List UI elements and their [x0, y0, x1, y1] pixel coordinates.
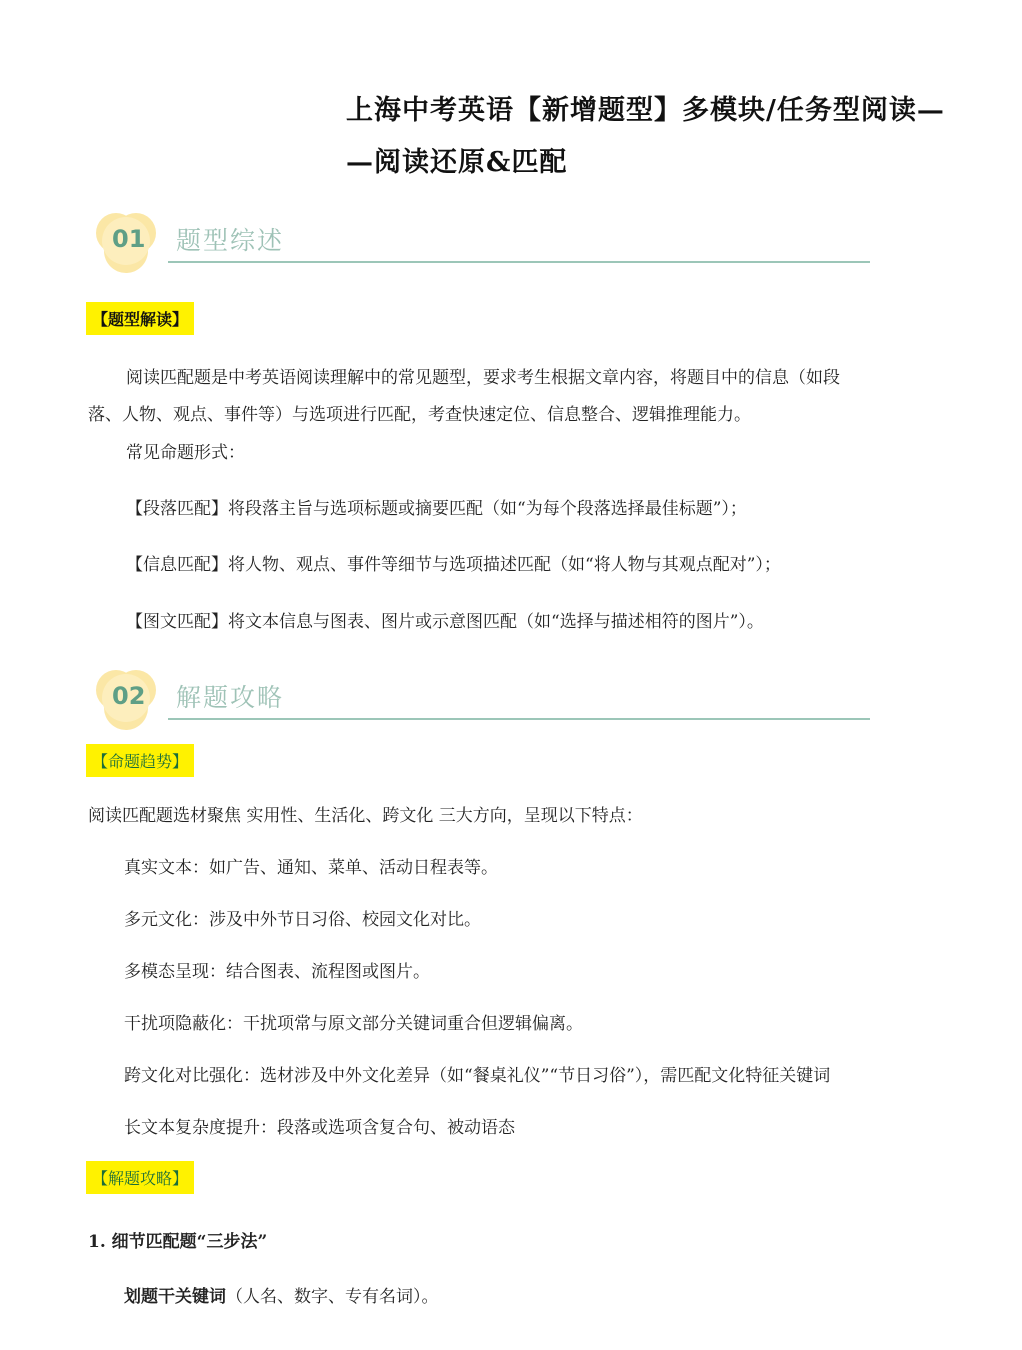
- intro-paragraph-line-1: 阅读匹配题是中考英语阅读理解中的常见题型，要求考生根据文章内容，将题目中的信息（如段: [126, 368, 840, 388]
- section-divider: [168, 718, 870, 720]
- form-item: 【信息匹配】将人物、观点、事件等细节与选项描述匹配（如“将人物与其观点配对”）；: [126, 555, 781, 575]
- tag-question-type: 【题型解读】: [86, 302, 194, 335]
- trend-item: 干扰项隐蔽化：干扰项常与原文部分关键词重合但逻辑偏离。: [124, 1014, 583, 1034]
- step-item: [124, 1282, 439, 1307]
- document-title-line-2: —阅读还原&匹配: [346, 147, 568, 178]
- section-number: 01: [112, 225, 146, 253]
- section-number: 02: [112, 682, 146, 710]
- trend-item: 多模态呈现：结合图表、流程图或图片。: [124, 962, 430, 982]
- section-header-strategy: [90, 662, 880, 742]
- section-divider: [168, 261, 870, 263]
- step-keyword: 划题干关键词: [124, 1287, 226, 1307]
- section-header-overview: [90, 205, 880, 285]
- tag-strategy: 【解题攻略】: [86, 1161, 194, 1194]
- step-detail: （人名、数字、专有名词）。: [226, 1287, 439, 1307]
- trend-item: 多元文化：涉及中外节日习俗、校园文化对比。: [124, 910, 481, 930]
- forms-label: 常见命题形式：: [126, 443, 245, 463]
- intro-paragraph-line-2: 落、人物、观点、事件等）与选项进行匹配，考查快速定位、信息整合、逻辑推理能力。: [88, 405, 751, 425]
- section-title: 题型综述: [176, 226, 285, 255]
- trend-item: 跨文化对比强化：选材涉及中外文化差异（如“餐桌礼仪”“节日习俗”），需匹配文化特征关键词: [124, 1066, 831, 1086]
- document-title-line-1: 上海中考英语【新增题型】多模块/任务型阅读—: [346, 95, 945, 126]
- form-item: 【图文匹配】将文本信息与图表、图片或示意图匹配（如“选择与描述相符的图片”）。: [126, 612, 764, 632]
- trend-intro: 阅读匹配题选材聚焦 实用性、生活化、跨文化 三大方向，呈现以下特点：: [88, 806, 643, 826]
- trend-item: 长文本复杂度提升：段落或选项含复合句、被动语态: [124, 1118, 515, 1138]
- form-item: 【段落匹配】将段落主旨与选项标题或摘要匹配（如“为每个段落选择最佳标题”）；: [126, 499, 747, 519]
- trend-item: 真实文本：如广告、通知、菜单、活动日程表等。: [124, 858, 498, 878]
- step-heading: 1. 细节匹配题“三步法”: [88, 1232, 268, 1252]
- tag-trend: 【命题趋势】: [86, 744, 194, 777]
- section-title: 解题攻略: [176, 683, 285, 712]
